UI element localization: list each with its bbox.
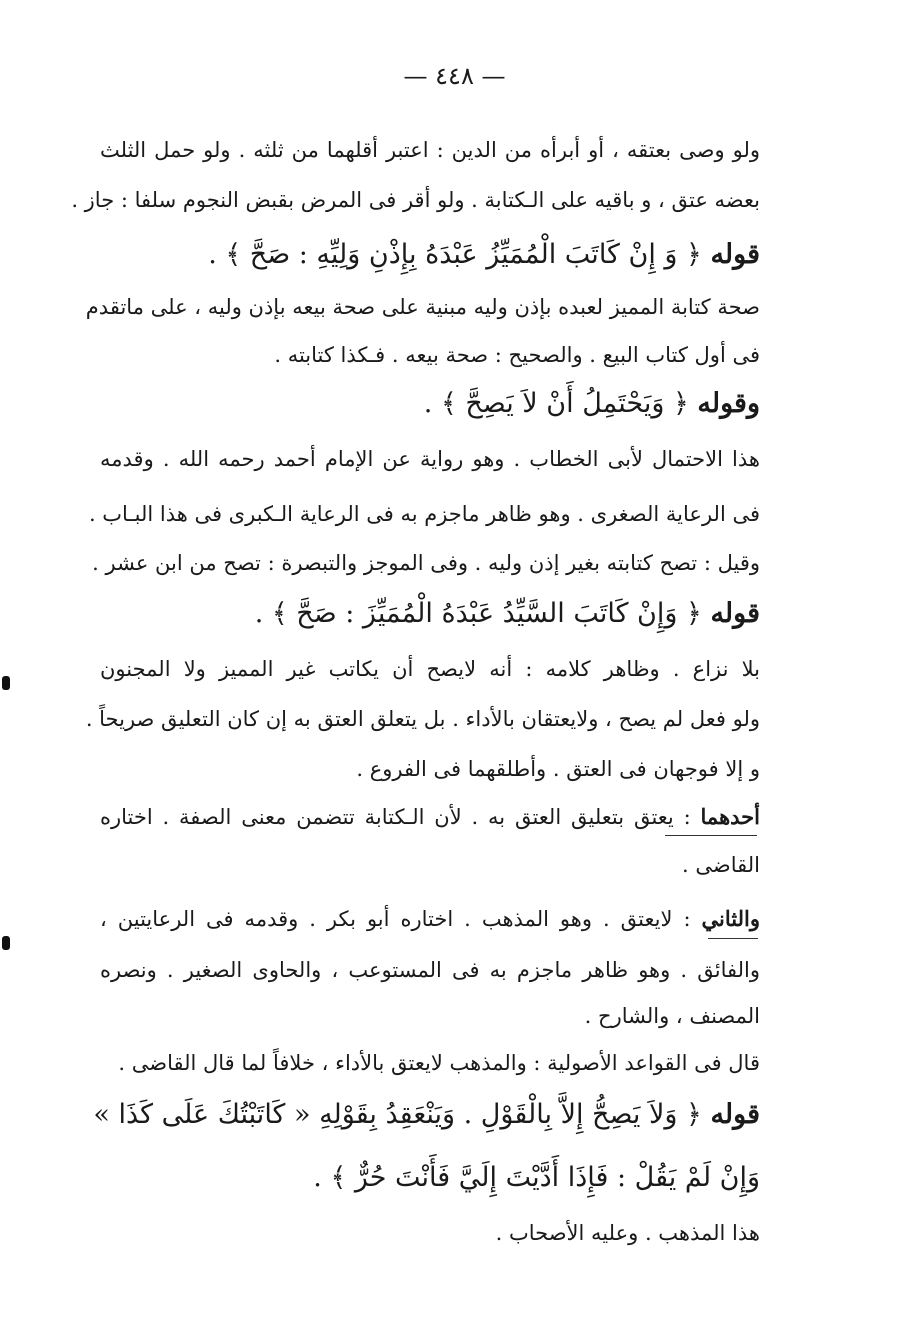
text-line: أحدهما : يعتق بتعليق العتق به . لأن الـكتابة تتضمن معنى الصفة . اختاره [100,804,760,829]
heading-keyword: قوله [710,239,760,270]
text-line: ولو فعل لم يصح ، ولايعتقان بالأداء . بل يتعلق العتق به إن كان التعليق صريحاً . [85,707,760,731]
text-line: القاضى . [682,853,760,877]
text-line: و إلا فوجهان فى العتق . وأطلقهما فى الفروع . [356,757,760,781]
text-line: فى أول كتاب البيع . والصحيح : صحة بيعه . فـكذا كتابته . [274,343,760,367]
underline-rule [708,938,758,939]
text-line: هذا المذهب . وعليه الأصحاب . [495,1221,760,1245]
text-line: هذا الاحتمال لأبى الخطاب . وهو رواية عن الإمام أحمد رحمه الله . وقدمه [100,447,760,471]
text-line: والفائق . وهو ظاهر ماجزم به فى المستوعب ، والحاوى الصغير . ونصره [100,958,760,982]
quote-heading: قوله ﴿ وَلاَ يَصِحُّ إِلاَّ بِالْقَوْلِ . وَيَنْعَقِدُ بِقَوْلِهِ « كَاتَبْتُكَ عَلَى كَذَا » [93,1099,760,1130]
text-line: والثاني : لايعتق . وهو المذهب . اختاره أبو بكر . وقدمه فى الرعايتين ، [100,906,760,931]
quote-heading: وقوله ﴿ وَيَحْتَمِلُ أَنْ لاَ يَصِحَّ ﴾ . [423,388,760,419]
term-keyword: أحدهما [700,804,760,829]
term-keyword: والثاني [701,906,760,931]
text-line: ولو وصى بعتقه ، أو أبرأه من الدين : اعتبر أقلهما من ثلثه . ولو حمل الثلث [100,138,760,162]
text-line: قال فى القواعد الأصولية : والمذهب لايعتق بالأداء ، خلافاً لما قال القاضى . [118,1051,760,1075]
margin-mark [2,936,10,950]
text-line: وقيل : تصح كتابته بغير إذن وليه . وفى الموجز والتبصرة : تصح من ابن عشر . [92,551,760,575]
heading-keyword: قوله [710,1099,760,1130]
heading-keyword: وقوله [697,388,760,419]
text-line: بلا نزاع . وظاهر كلامه : أنه لايصح أن يكاتب غير المميز ولا المجنون [100,657,760,681]
text-line: المصنف ، والشارح . [584,1004,760,1028]
underline-rule [665,835,757,836]
quote-heading: قوله ﴿ وَ إِنْ كَاتَبَ الْمُمَيِّزُ عَبْدَهُ بِإِذْنِ وَلِيِّهِ : صَحَّ ﴾ . [208,239,760,270]
heading-keyword: قوله [710,598,760,629]
text-line: صحة كتابة المميز لعبده بإذن وليه مبنية على صحة بيعه بإذن وليه ، على ماتقدم [85,295,760,319]
quote-heading: قوله ﴿ وَإِنْ كَاتَبَ السَّيِّدُ عَبْدَهُ الْمُمَيِّزَ : صَحَّ ﴾ . [254,598,760,629]
text-line: فى الرعاية الصغرى . وهو ظاهر ماجزم به فى الرعاية الـكبرى فى هذا البـاب . [88,502,760,526]
text-line: بعضه عتق ، و باقيه على الـكتابة . ولو أقر فى المرض بقبض النجوم سلفا : جاز . [71,188,760,212]
margin-mark [2,676,10,690]
page-number: — ٤٤٨ — [403,62,506,90]
quote-heading-continued: وَإِنْ لَمْ يَقُلْ : فَإِذَا أَدَّيْتَ إِلَيَّ فَأَنْتَ حُرٌّ ﴾ . [313,1162,760,1193]
